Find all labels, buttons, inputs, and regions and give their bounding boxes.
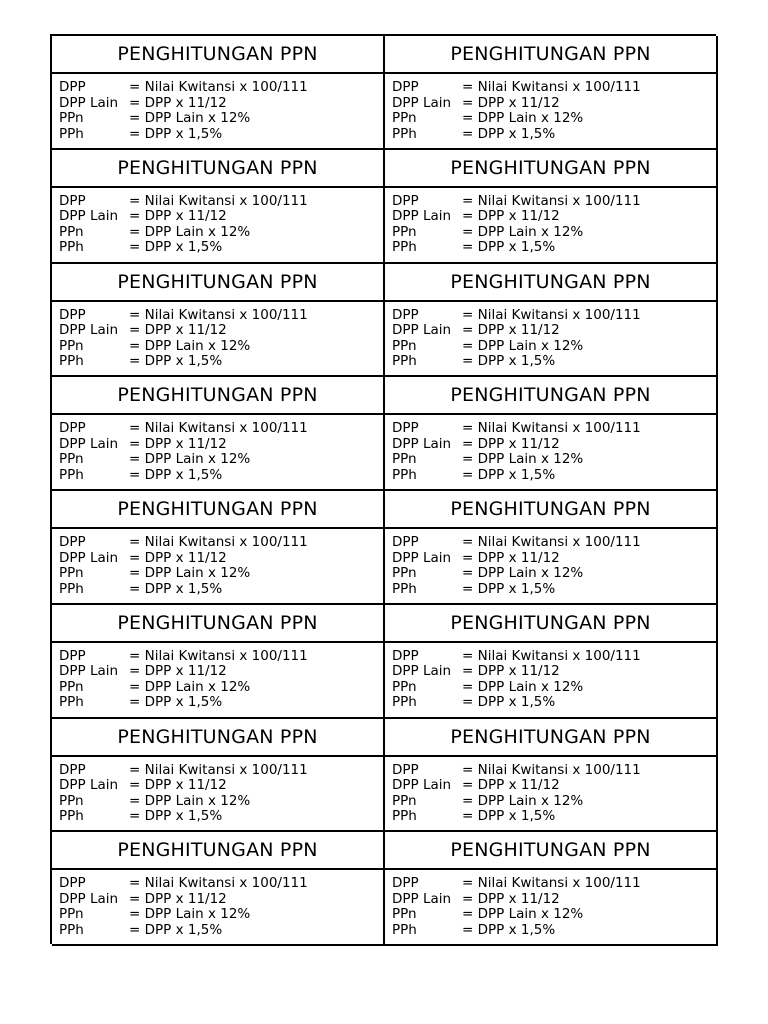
formula-row — [392, 421, 716, 437]
formula-row — [59, 111, 383, 127]
formula-expression: = DPP Lain x 12% — [129, 678, 251, 695]
formula-row — [59, 923, 383, 939]
formula-list — [52, 757, 383, 825]
formula-expression: = DPP x 11/12 — [129, 208, 227, 225]
formula-key: PPh — [59, 694, 84, 711]
formula-row — [392, 778, 716, 794]
formula-expression: = DPP x 11/12 — [129, 890, 227, 907]
formula-key: PPn — [392, 110, 417, 126]
ppn-label — [52, 150, 385, 264]
formula-list — [385, 757, 716, 825]
formula-row — [59, 566, 383, 582]
formula-expression: = DPP Lain x 12% — [462, 792, 584, 809]
formula-expression: = DPP Lain x 12% — [129, 565, 251, 581]
formula-row — [392, 127, 716, 143]
formula-row — [392, 339, 716, 355]
label-title: PENGHITUNGAN PPN — [385, 150, 716, 188]
formula-list — [52, 529, 383, 597]
formula-expression: = DPP x 1,5% — [129, 694, 223, 711]
formula-list — [385, 74, 716, 142]
formula-list — [52, 74, 383, 142]
formula-row — [392, 566, 716, 582]
formula-expression: = DPP x 1,5% — [129, 466, 223, 483]
formula-expression: = DPP x 11/12 — [129, 663, 227, 680]
formula-expression: = DPP x 11/12 — [129, 94, 227, 111]
formula-expression: = Nilai Kwitansi x 100/111 — [462, 192, 641, 209]
formula-expression: = DPP x 1,5% — [129, 239, 223, 256]
formula-row — [392, 80, 716, 96]
formula-list — [52, 188, 383, 256]
formula-row — [392, 923, 716, 939]
formula-expression: = DPP Lain x 12% — [129, 110, 251, 126]
formula-row — [59, 437, 383, 453]
formula-key: PPh — [59, 580, 84, 597]
formula-row — [59, 778, 383, 794]
formula-expression: = DPP Lain x 12% — [129, 337, 251, 354]
label-title: PENGHITUNGAN PPN — [385, 264, 716, 302]
formula-key: PPh — [392, 694, 417, 711]
formula-row — [59, 339, 383, 355]
formula-expression: = DPP Lain x 12% — [462, 678, 584, 695]
formula-expression: = Nilai Kwitansi x 100/111 — [462, 79, 641, 95]
formula-key: DPP — [59, 875, 86, 892]
ppn-label — [385, 605, 718, 719]
formula-key: DPP — [59, 420, 86, 437]
formula-row — [392, 225, 716, 241]
formula-expression: = DPP Lain x 12% — [462, 110, 584, 126]
ppn-label — [385, 491, 718, 605]
label-title: PENGHITUNGAN PPN — [52, 150, 383, 188]
formula-expression: = DPP x 11/12 — [129, 777, 227, 793]
formula-key: DPP Lain — [392, 663, 452, 680]
formula-row — [392, 111, 716, 127]
formula-expression: = DPP Lain x 12% — [462, 451, 584, 468]
formula-row — [59, 794, 383, 810]
formula-row — [392, 664, 716, 680]
formula-key: DPP — [392, 79, 419, 95]
formula-expression: = DPP x 11/12 — [129, 322, 227, 338]
ppn-label — [52, 377, 385, 491]
formula-expression: = Nilai Kwitansi x 100/111 — [129, 534, 308, 550]
formula-key: PPn — [59, 565, 84, 581]
formula-row — [59, 452, 383, 468]
ppn-label — [52, 719, 385, 833]
formula-row — [392, 680, 716, 696]
formula-expression: = DPP x 11/12 — [462, 94, 560, 111]
formula-key: DPP Lain — [392, 777, 452, 793]
formula-row — [59, 876, 383, 892]
formula-expression: = DPP x 11/12 — [462, 549, 560, 566]
formula-row — [59, 127, 383, 143]
formula-key: PPn — [59, 110, 84, 126]
formula-key: DPP Lain — [59, 549, 119, 566]
formula-expression: = DPP x 11/12 — [462, 777, 560, 793]
formula-list — [385, 870, 716, 938]
ppn-label — [385, 264, 718, 378]
formula-expression: = DPP x 1,5% — [462, 921, 556, 938]
formula-key: DPP Lain — [392, 322, 452, 338]
formula-list — [385, 415, 716, 483]
formula-expression: = DPP x 11/12 — [462, 890, 560, 907]
formula-row — [392, 763, 716, 779]
formula-row — [59, 354, 383, 370]
formula-row — [59, 695, 383, 711]
formula-list — [385, 302, 716, 370]
formula-key: DPP — [392, 761, 419, 778]
formula-expression: = DPP Lain x 12% — [129, 792, 251, 809]
formula-key: DPP — [59, 192, 86, 209]
formula-key: PPn — [392, 678, 417, 695]
formula-expression: = DPP x 1,5% — [129, 353, 223, 369]
label-title: PENGHITUNGAN PPN — [52, 377, 383, 415]
formula-expression: = Nilai Kwitansi x 100/111 — [129, 79, 308, 95]
ppn-label — [385, 36, 718, 150]
formula-key: PPh — [59, 808, 84, 824]
formula-key: DPP Lain — [59, 890, 119, 907]
formula-expression: = DPP Lain x 12% — [462, 565, 584, 581]
formula-expression: = Nilai Kwitansi x 100/111 — [462, 306, 641, 323]
label-sheet — [50, 34, 716, 944]
formula-row — [392, 907, 716, 923]
ppn-label — [385, 377, 718, 491]
formula-row — [59, 96, 383, 112]
formula-key: PPn — [59, 792, 84, 809]
formula-row — [392, 96, 716, 112]
formula-row — [392, 649, 716, 665]
formula-row — [59, 763, 383, 779]
formula-expression: = DPP Lain x 12% — [129, 223, 251, 240]
formula-key: PPn — [392, 906, 417, 923]
formula-expression: = DPP x 1,5% — [129, 125, 223, 142]
formula-row — [392, 468, 716, 484]
formula-list — [52, 643, 383, 711]
label-title: PENGHITUNGAN PPN — [385, 36, 716, 74]
formula-expression: = DPP x 1,5% — [462, 694, 556, 711]
formula-expression: = DPP x 1,5% — [462, 580, 556, 597]
formula-key: DPP Lain — [392, 94, 452, 111]
ppn-label — [52, 264, 385, 378]
formula-row — [392, 892, 716, 908]
ppn-label — [385, 150, 718, 264]
formula-key: PPh — [392, 353, 417, 369]
formula-expression: = DPP x 1,5% — [129, 580, 223, 597]
formula-key: DPP — [59, 79, 86, 95]
formula-key: PPh — [392, 921, 417, 938]
formula-expression: = DPP x 1,5% — [129, 808, 223, 824]
formula-key: PPh — [59, 921, 84, 938]
formula-row — [392, 794, 716, 810]
formula-key: DPP Lain — [59, 777, 119, 793]
formula-key: DPP — [392, 306, 419, 323]
formula-expression: = DPP Lain x 12% — [129, 906, 251, 923]
formula-expression: = Nilai Kwitansi x 100/111 — [462, 647, 641, 664]
formula-expression: = DPP x 11/12 — [129, 549, 227, 566]
ppn-label — [52, 832, 385, 946]
formula-expression: = DPP Lain x 12% — [462, 337, 584, 354]
formula-expression: = DPP x 11/12 — [462, 208, 560, 225]
formula-expression: = DPP x 1,5% — [462, 353, 556, 369]
formula-row — [59, 225, 383, 241]
formula-key: PPn — [59, 337, 84, 354]
label-title: PENGHITUNGAN PPN — [52, 719, 383, 757]
formula-list — [52, 870, 383, 938]
formula-row — [59, 194, 383, 210]
formula-row — [59, 240, 383, 256]
formula-key: DPP — [59, 761, 86, 778]
formula-list — [385, 529, 716, 597]
formula-expression: = DPP x 11/12 — [129, 435, 227, 452]
formula-expression: = DPP x 1,5% — [462, 808, 556, 824]
label-title: PENGHITUNGAN PPN — [52, 832, 383, 870]
formula-row — [392, 695, 716, 711]
label-title: PENGHITUNGAN PPN — [385, 491, 716, 529]
formula-key: DPP — [392, 420, 419, 437]
formula-key: DPP Lain — [392, 549, 452, 566]
formula-expression: = DPP x 1,5% — [462, 466, 556, 483]
formula-list — [52, 415, 383, 483]
formula-expression: = Nilai Kwitansi x 100/111 — [129, 192, 308, 209]
formula-row — [392, 323, 716, 339]
formula-expression: = DPP Lain x 12% — [129, 451, 251, 468]
label-title: PENGHITUNGAN PPN — [385, 832, 716, 870]
ppn-label — [52, 36, 385, 150]
formula-key: DPP Lain — [392, 890, 452, 907]
label-title: PENGHITUNGAN PPN — [52, 491, 383, 529]
formula-row — [392, 582, 716, 598]
formula-key: PPh — [59, 239, 84, 256]
formula-row — [59, 892, 383, 908]
formula-row — [392, 437, 716, 453]
formula-key: PPh — [392, 125, 417, 142]
formula-row — [59, 680, 383, 696]
formula-key: DPP Lain — [59, 94, 119, 111]
formula-expression: = Nilai Kwitansi x 100/111 — [129, 647, 308, 664]
formula-row — [59, 80, 383, 96]
formula-key: DPP Lain — [392, 435, 452, 452]
formula-expression: = Nilai Kwitansi x 100/111 — [462, 761, 641, 778]
formula-row — [392, 308, 716, 324]
formula-expression: = Nilai Kwitansi x 100/111 — [462, 420, 641, 437]
formula-key: DPP — [392, 534, 419, 550]
formula-row — [59, 308, 383, 324]
formula-key: DPP Lain — [392, 208, 452, 225]
formula-row — [392, 209, 716, 225]
label-title: PENGHITUNGAN PPN — [52, 605, 383, 643]
formula-row — [59, 907, 383, 923]
formula-row — [59, 209, 383, 225]
formula-row — [392, 194, 716, 210]
formula-row — [392, 876, 716, 892]
formula-expression: = DPP x 11/12 — [462, 435, 560, 452]
formula-key: PPh — [392, 239, 417, 256]
formula-expression: = Nilai Kwitansi x 100/111 — [129, 306, 308, 323]
formula-key: DPP Lain — [59, 663, 119, 680]
formula-key: PPn — [59, 451, 84, 468]
formula-key: PPn — [392, 223, 417, 240]
formula-expression: = Nilai Kwitansi x 100/111 — [462, 534, 641, 550]
formula-row — [59, 468, 383, 484]
formula-key: DPP Lain — [59, 435, 119, 452]
formula-expression: = DPP x 1,5% — [462, 125, 556, 142]
formula-key: DPP Lain — [59, 322, 119, 338]
formula-row — [59, 323, 383, 339]
formula-row — [59, 649, 383, 665]
formula-key: PPn — [392, 792, 417, 809]
formula-key: PPh — [392, 580, 417, 597]
formula-key: DPP — [59, 306, 86, 323]
formula-row — [59, 582, 383, 598]
formula-row — [392, 240, 716, 256]
formula-key: DPP — [59, 647, 86, 664]
formula-row — [392, 551, 716, 567]
formula-row — [392, 452, 716, 468]
formula-key: DPP Lain — [59, 208, 119, 225]
formula-key: PPh — [59, 353, 84, 369]
formula-expression: = DPP Lain x 12% — [462, 223, 584, 240]
label-title: PENGHITUNGAN PPN — [385, 605, 716, 643]
formula-row — [392, 535, 716, 551]
label-title: PENGHITUNGAN PPN — [52, 36, 383, 74]
formula-key: PPh — [392, 466, 417, 483]
formula-expression: = Nilai Kwitansi x 100/111 — [129, 761, 308, 778]
formula-list — [385, 188, 716, 256]
label-title: PENGHITUNGAN PPN — [52, 264, 383, 302]
formula-expression: = Nilai Kwitansi x 100/111 — [129, 875, 308, 892]
formula-key: PPn — [392, 337, 417, 354]
formula-key: DPP — [59, 534, 86, 550]
formula-key: PPh — [392, 808, 417, 824]
formula-key: PPn — [392, 451, 417, 468]
ppn-label — [52, 605, 385, 719]
formula-list — [52, 302, 383, 370]
label-title: PENGHITUNGAN PPN — [385, 377, 716, 415]
formula-expression: = DPP x 1,5% — [129, 921, 223, 938]
formula-key: DPP — [392, 875, 419, 892]
formula-row — [59, 664, 383, 680]
formula-key: PPh — [59, 125, 84, 142]
formula-key: PPn — [392, 565, 417, 581]
formula-row — [59, 551, 383, 567]
label-title: PENGHITUNGAN PPN — [385, 719, 716, 757]
formula-key: PPn — [59, 906, 84, 923]
formula-row — [59, 421, 383, 437]
formula-expression: = Nilai Kwitansi x 100/111 — [462, 875, 641, 892]
ppn-label — [385, 719, 718, 833]
formula-row — [392, 354, 716, 370]
formula-expression: = DPP x 11/12 — [462, 663, 560, 680]
formula-row — [392, 809, 716, 825]
formula-row — [59, 809, 383, 825]
ppn-label — [52, 491, 385, 605]
ppn-label — [385, 832, 718, 946]
formula-expression: = DPP Lain x 12% — [462, 906, 584, 923]
formula-row — [59, 535, 383, 551]
formula-expression: = DPP x 11/12 — [462, 322, 560, 338]
formula-key: PPh — [59, 466, 84, 483]
formula-key: DPP — [392, 192, 419, 209]
formula-key: PPn — [59, 678, 84, 695]
formula-key: DPP — [392, 647, 419, 664]
formula-key: PPn — [59, 223, 84, 240]
formula-expression: = Nilai Kwitansi x 100/111 — [129, 420, 308, 437]
formula-list — [385, 643, 716, 711]
formula-expression: = DPP x 1,5% — [462, 239, 556, 256]
